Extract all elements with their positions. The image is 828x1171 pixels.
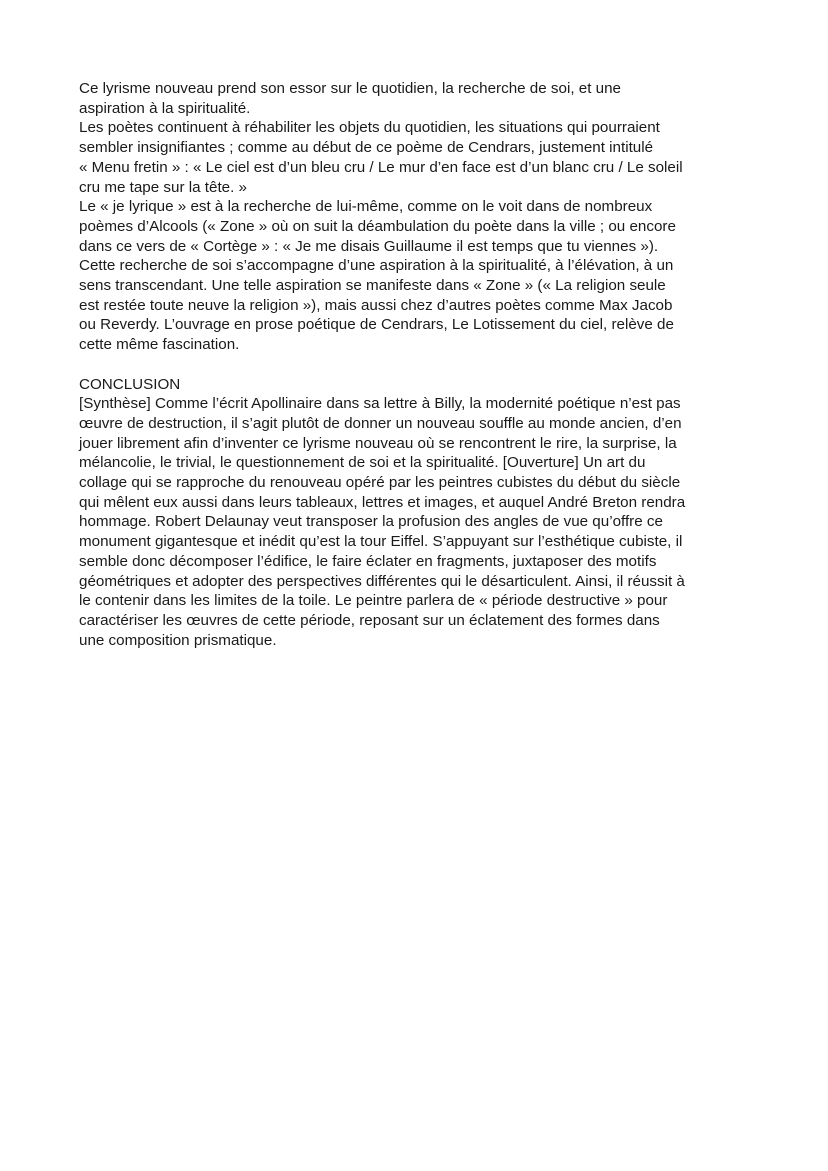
text-line: sens transcendant. Une telle aspiration se manifeste dans « Zone » (« La religion seule (79, 277, 666, 295)
text-line: monument gigantesque et inédit qu’est la tour Eiffel. S’appuyant sur l’esthétique cubiste, il (79, 533, 683, 551)
text-line: ou Reverdy. L’ouvrage en prose poétique de Cendrars, Le Lotissement du ciel, relève de (79, 316, 674, 334)
text-line: [Synthèse] Comme l’écrit Apollinaire dans sa lettre à Billy, la modernité poétique n’est pas (79, 395, 681, 413)
text-line: jouer librement afin d’inventer ce lyrisme nouveau où se rencontrent le rire, la surprise, la (79, 434, 677, 452)
text-line: est restée toute neuve la religion »), mais aussi chez d’autres poètes comme Max Jacob (79, 296, 673, 314)
text-line: dans ce vers de « Cortège » : « Je me disais Guillaume il est temps que tu viennes »). (79, 237, 659, 255)
quotidien-paragraph (79, 118, 749, 197)
document-body (79, 79, 749, 650)
text-line: une composition prismatique. (79, 631, 277, 649)
text-line: cette même fascination. (79, 336, 240, 354)
text-line: aspiration à la spiritualité. (79, 99, 251, 117)
paragraph-spacer (79, 355, 749, 375)
text-line: sembler insignifiantes ; comme au début de ce poème de Cendrars, justement intitulé (79, 139, 654, 157)
text-line: géométriques et adopter des perspectives différentes qui le désarticulent. Ainsi, il réussit à (79, 572, 685, 590)
text-line: caractériser les œuvres de cette période, reposant sur un éclatement des formes dans (79, 611, 660, 629)
text-line: œuvre de destruction, il s’agit plutôt de donner un nouveau souffle au monde ancien, d’en (79, 414, 682, 432)
text-line: le contenir dans les limites de la toile. Le peintre parlera de « période destructive » pour (79, 592, 668, 610)
text-line: Cette recherche de soi s’accompagne d’une aspiration à la spiritualité, à l’élévation, à un (79, 257, 674, 275)
lyrique-paragraph (79, 197, 749, 355)
text-line: Le « je lyrique » est à la recherche de lui-même, comme on le voit dans de nombreux (79, 198, 653, 216)
text-line: Les poètes continuent à réhabiliter les objets du quotidien, les situations qui pourraient (79, 119, 660, 137)
conclusion-heading: CONCLUSION (79, 375, 181, 393)
text-line: semble donc décomposer l’édifice, le faire éclater en fragments, juxtaposer des motifs (79, 552, 657, 570)
text-line: cru me tape sur la tête. » (79, 178, 247, 196)
text-line: hommage. Robert Delaunay veut transposer la profusion des angles de vue qu’offre ce (79, 513, 663, 531)
intro-paragraph (79, 79, 749, 118)
text-line: collage qui se rapproche du renouveau opéré par les peintres cubistes du début du siècle (79, 474, 681, 492)
text-line: « Menu fretin » : « Le ciel est d’un bleu cru / Le mur d’en face est d’un blanc cru / Le soleil (79, 158, 683, 176)
text-line: Ce lyrisme nouveau prend son essor sur le quotidien, la recherche de soi, et une (79, 80, 621, 97)
text-line: mélancolie, le trivial, le questionnement de soi et la spiritualité. [Ouverture] Un art du (79, 454, 646, 472)
text-line: poèmes d’Alcools (« Zone » où on suit la déambulation du poète dans la ville ; ou encore (79, 217, 676, 235)
text-line: qui mêlent eux aussi dans leurs tableaux, lettres et images, et auquel André Breton rendra (79, 493, 686, 511)
conclusion-paragraph (79, 394, 749, 650)
